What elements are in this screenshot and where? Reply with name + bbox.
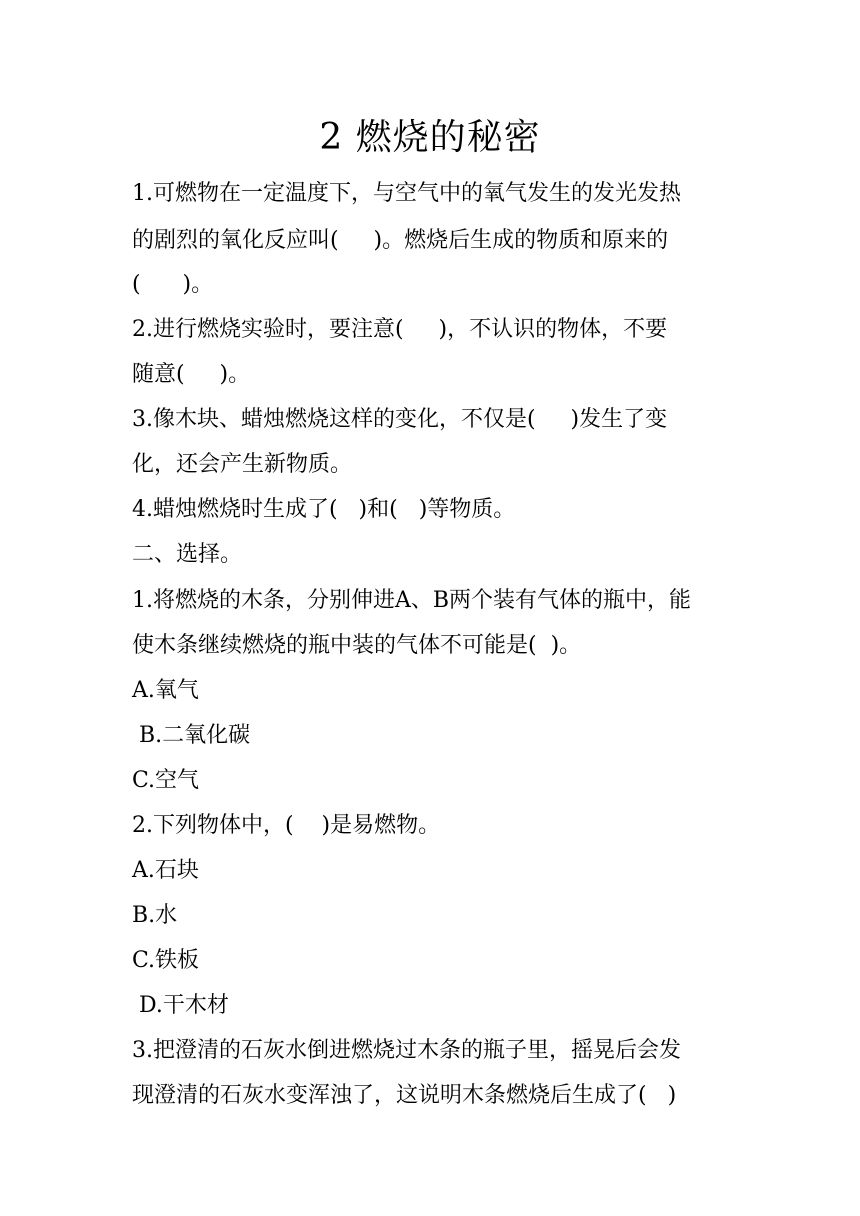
choice-q1-line2: 使木条继续燃烧的瓶中装的气体不可能是( )。 [132, 633, 582, 658]
choice-q1-option-a: A.氧气 [132, 678, 199, 703]
fill-blank-q1-line2: 的剧烈的氧化反应叫( )。燃烧后生成的物质和原来的 [132, 228, 669, 253]
choice-q2: 2.下列物体中，( )是易燃物。 [132, 813, 441, 838]
choice-q1-option-c: C.空气 [132, 768, 200, 793]
fill-blank-q1-line1: 1.可燃物在一定温度下，与空气中的氧气发生的发光发热 [132, 181, 681, 206]
fill-blank-q1-line3: ( )。 [132, 272, 214, 297]
fill-blank-q2-line2: 随意( )。 [132, 362, 251, 387]
choice-q2-option-a: A.石块 [132, 858, 199, 883]
section-heading-choice: 二、选择。 [132, 542, 243, 567]
choice-q1-option-b: B.二氧化碳 [132, 723, 251, 748]
choice-q3-line2: 现澄清的石灰水变浑浊了，这说明木条燃烧后生成了( ) [132, 1083, 677, 1108]
fill-blank-q2-line1: 2.进行燃烧实验时，要注意( )，不认识的物体，不要 [132, 317, 668, 342]
choice-q1-line1: 1.将燃烧的木条，分别伸进A、B两个装有气体的瓶中，能 [132, 588, 692, 613]
choice-q2-option-c: C.铁板 [132, 948, 200, 973]
fill-blank-q4: 4.蜡烛燃烧时生成了( )和( )等物质。 [132, 497, 516, 522]
fill-blank-q3-line2: 化，还会产生新物质。 [132, 452, 353, 477]
choice-q3-line1: 3.把澄清的石灰水倒进燃烧过木条的瓶子里，摇晃后会发 [132, 1038, 681, 1063]
choice-q2-option-d: D.干木材 [132, 993, 229, 1018]
choice-q2-option-b: B.水 [132, 903, 178, 928]
page-title: 2 燃烧的秘密 [319, 117, 541, 158]
fill-blank-q3-line1: 3.像木块、蜡烛燃烧这样的变化，不仅是( )发生了变 [132, 407, 668, 432]
